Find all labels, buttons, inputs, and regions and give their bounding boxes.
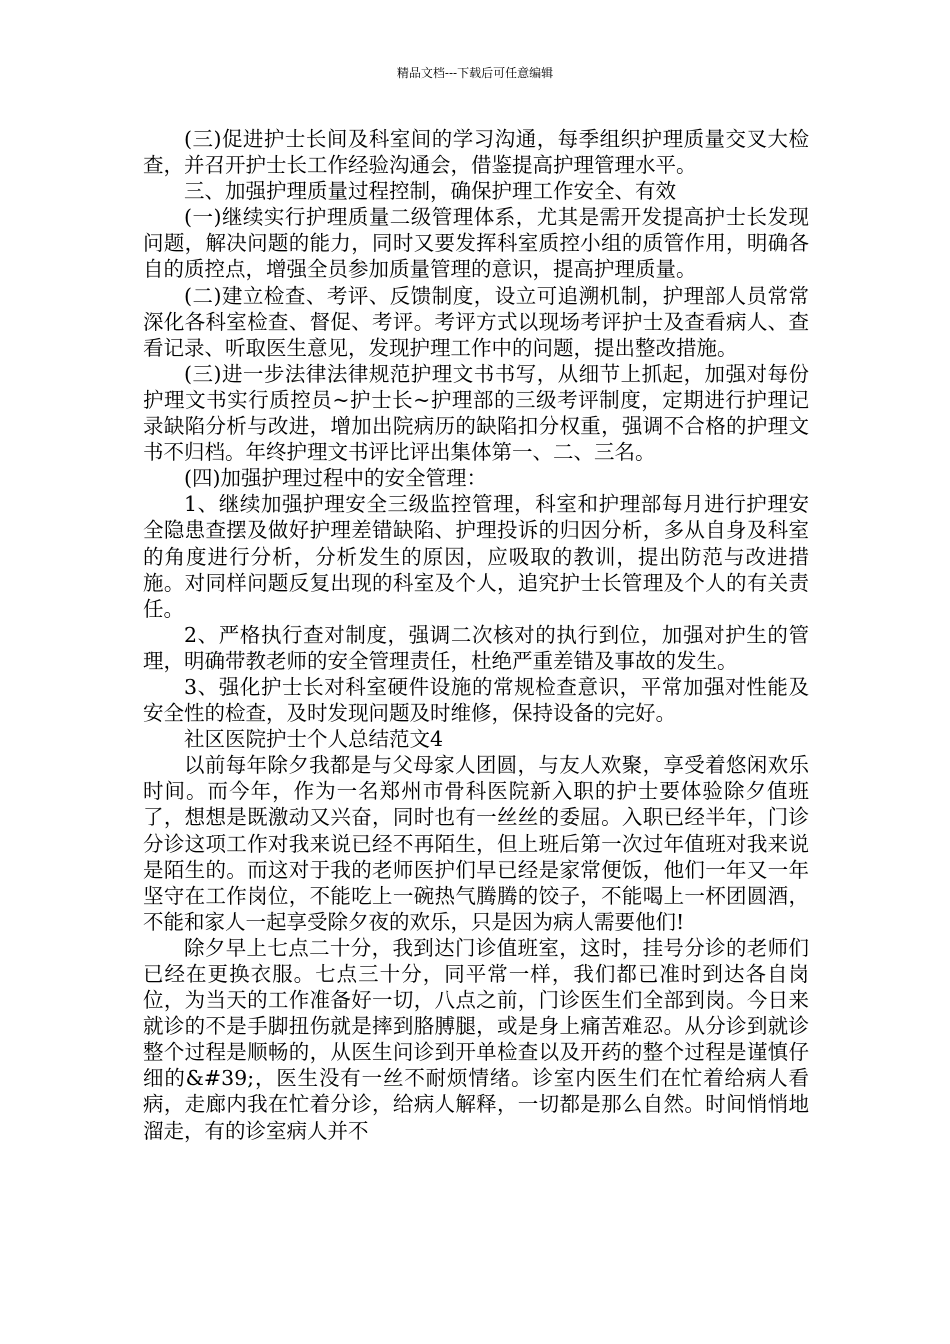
paragraph: 除夕早上七点二十分，我到达门诊值班室，这时，挂号分诊的老师们已经在更换衣服。七点三十分，同平常一样，我们都已准时到达各自岗位，为当天的工作准备好一切，八点之前，门诊医生们全部到岗。今日来就诊的不是手脚扭伤就是摔到胳膊腿，或是身上痛苦难忍。从分诊到就诊整个过程是顺畅的，从医生问诊到开单检查以及开药的整个过程是谨慎仔细的&#39;，医生没有一丝不耐烦情绪。诊室内医生们在忙着给病人看病，走廊内我在忙着分诊，给病人解释，一切都是那么自然。时间悄悄地溜走，有的诊室病人并不 <box>143 935 809 1143</box>
article-title: 社区医院护士个人总结范文4 <box>184 727 444 752</box>
subsection-heading: (四)加强护理过程中的安全管理： <box>184 466 487 491</box>
paragraph: 3、强化护士长对科室硬件设施的常规检查意识，平常加强对性能及安全性的检查，及时发现问题及时维修，保持设备的完好。 <box>143 674 809 726</box>
paragraph: (二)建立检查、考评、反馈制度，设立可追溯机制，护理部人员常常深化各科室检查、督促、考评。考评方式以现场考评护士及查看病人、查看记录、听取医生意见，发现护理工作中的问题，提出整改措施。 <box>143 283 809 360</box>
paragraph: (三)促进护士长间及科室间的学习沟通，每季组织护理质量交叉大检查，并召开护士长工作经验沟通会，借鉴提高护理管理水平。 <box>143 127 809 178</box>
page-header: 精品文档---下载后可任意编辑 <box>396 66 554 80</box>
document-body <box>143 126 809 1144</box>
paragraph: 1、继续加强护理安全三级监控管理，科室和护理部每月进行护理安全隐患查摆及做好护理差错缺陷、护理投诉的归因分析，多从自身及科室的角度进行分析，分析发生的原因，应吸取的教训，提出防范与改进措施。对同样问题反复出现的科室及个人，追究护士长管理及个人的有关责任。 <box>143 492 809 621</box>
paragraph: (一)继续实行护理质量二级管理体系，尤其是需开发提高护士长发现问题，解决问题的能力，同时又要发挥科室质控小组的质管作用，明确各自的质控点，增强全员参加质量管理的意识，提高护理质量。 <box>143 205 809 282</box>
paragraph: 2、严格执行查对制度，强调二次核对的执行到位，加强对护生的管理，明确带教老师的安全管理责任，杜绝严重差错及事故的发生。 <box>143 622 809 673</box>
paragraph: 以前每年除夕我都是与父母家人团圆，与友人欢聚，享受着悠闲欢乐时间。而今年，作为一名郑州市骨科医院新入职的护士要体验除夕值班了，想想是既激动又兴奋，同时也有一丝丝的委屈。入职已经半年，门诊分诊这项工作对我来说已经不再陌生，但上班后第一次过年值班对我来说是陌生的。而这对于我的老师医护们早已经是家常便饭，他们一年又一年坚守在工作岗位，不能吃上一碗热气腾腾的饺子，不能喝上一杯团圆酒，不能和家人一起享受除夕夜的欢乐，只是因为病人需要他们! <box>143 753 809 934</box>
section-heading: 三、加强护理质量过程控制，确保护理工作安全、有效 <box>184 179 676 204</box>
paragraph: (三)进一步法律法律规范护理文书书写，从细节上抓起，加强对每份护理文书实行质控员~护士长~护理部的三级考评制度，定期进行护理记录缺陷分析与改进，增加出院病历的缺陷扣分权重，强调不合格的护理文书不归档。年终护理文书评比评出集体第一、二、三名。 <box>143 361 809 465</box>
